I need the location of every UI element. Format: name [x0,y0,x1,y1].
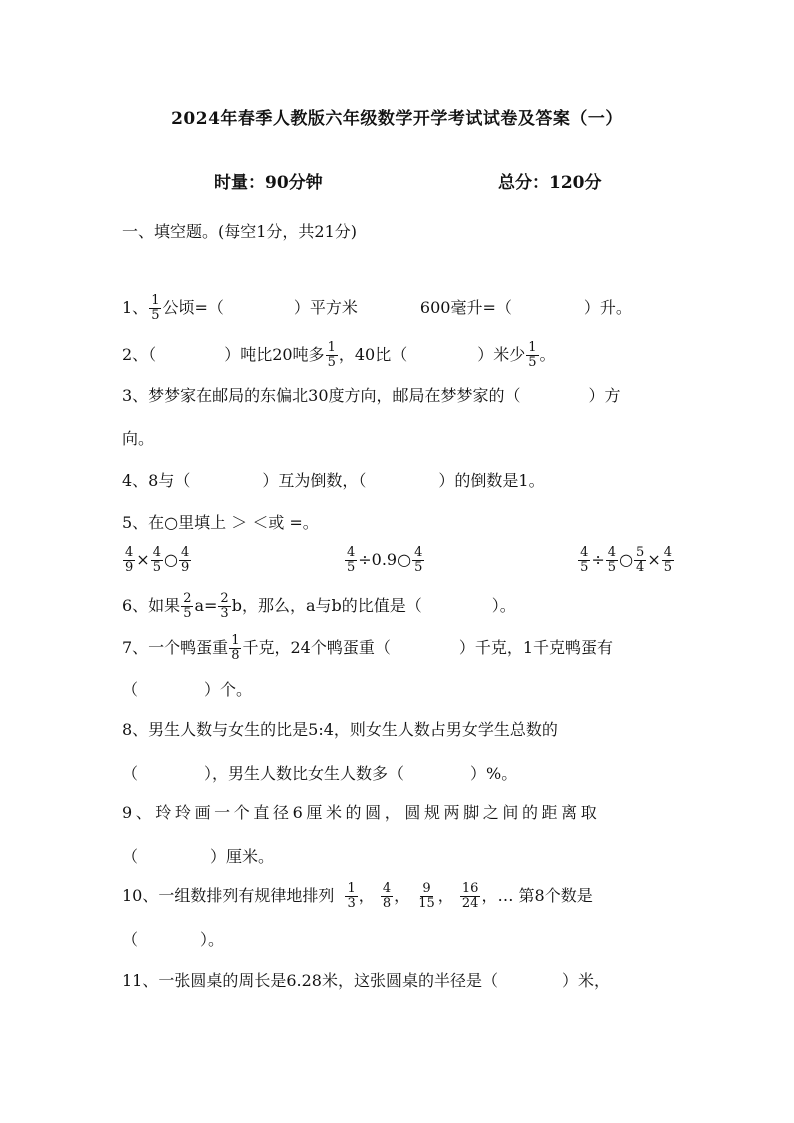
question-8: 8、男生人数与女生的比是5:4，则女生人数占男女学生总数的 [122,720,558,739]
expression-2: $\frac{4}{5}$ ÷0.9○ $\frac{4}{5}$ [346,545,423,575]
fraction: $\frac{16}{24}$ [461,881,479,911]
total-score: 总分：120分 [498,173,602,193]
question-10: 10、一组数排列有规律地排列 $\frac{1}{3}$ ， $\frac{4}{8}$ ， $\frac{9}{15}$ ， $\frac{16}{24}$ ，… 第8个数是 [122,881,593,911]
fraction: $\frac{4}{8}$ [382,881,392,911]
expression-3: $\frac{4}{5}$ ÷ $\frac{4}{5}$ ○ $\frac{5}{4}$ × $\frac{4}{5}$ [580,545,672,575]
expression-1: $\frac{4}{9}$ × $\frac{4}{5}$ ○ $\frac{4}{9}$ [125,545,190,575]
question-10-cont: （ ）。 [122,930,225,949]
question-9: 9、玲玲画一个直径6厘米的圆，圆规两脚之间的距离取 [122,803,601,822]
question-3: 3、梦梦家在邮局的东偏北30度方向，邮局在梦梦家的（ ）方 [122,386,621,405]
page-title: 2024年春季人教版六年级数学开学考试试卷及答案（一） [171,109,623,129]
fraction: $\frac{2}{5}$ [183,591,192,621]
fraction: $\frac{1}{5}$ [327,340,336,370]
question-4: 4、8与（ ）互为倒数，（ ）的倒数是1。 [122,471,545,490]
question-1: 1、 $\frac{1}{5}$ 公顷=（ ）平方米 600毫升=（ ）升。 [122,293,632,323]
fraction: $\frac{1}{8}$ [231,633,240,663]
fraction: $\frac{1}{3}$ [347,881,356,911]
fraction: $\frac{9}{15}$ [418,881,435,911]
question-8-cont: （ ），男生人数比女生人数多（ ）%。 [122,764,518,783]
question-7: 7、一个鸭蛋重 $\frac{1}{8}$ 千克，24个鸭蛋重（ ）千克，1千克鸭蛋有 [122,633,614,663]
question-5-expressions [122,546,675,575]
section-heading: 一、填空题。(每空1分，共21分) [122,222,358,241]
question-11: 11、一张圆桌的周长是6.28米，这张圆桌的半径是（ ）米， [122,971,611,990]
fraction: $\frac{2}{3}$ [220,591,229,621]
question-7-cont: （ ）个。 [122,680,253,699]
time-limit: 时量：90分钟 [214,173,323,193]
question-3-cont: 向。 [122,429,155,448]
fraction: $\frac{1}{5}$ [528,340,537,370]
question-2: 2、（ ）吨比20吨多 $\frac{1}{5}$ ，40比（ ）米少 $\frac{1}{5}$ 。 [122,340,556,370]
question-5: 5、在○里填上 ＞ ＜或 =。 [122,513,319,532]
fraction: $\frac{1}{5}$ [151,293,160,323]
question-6: 6、如果 $\frac{2}{5}$ a= $\frac{2}{3}$ b，那么，a与b的比值是（ ）。 [122,591,516,621]
question-9-cont: （ ）厘米。 [122,847,275,866]
